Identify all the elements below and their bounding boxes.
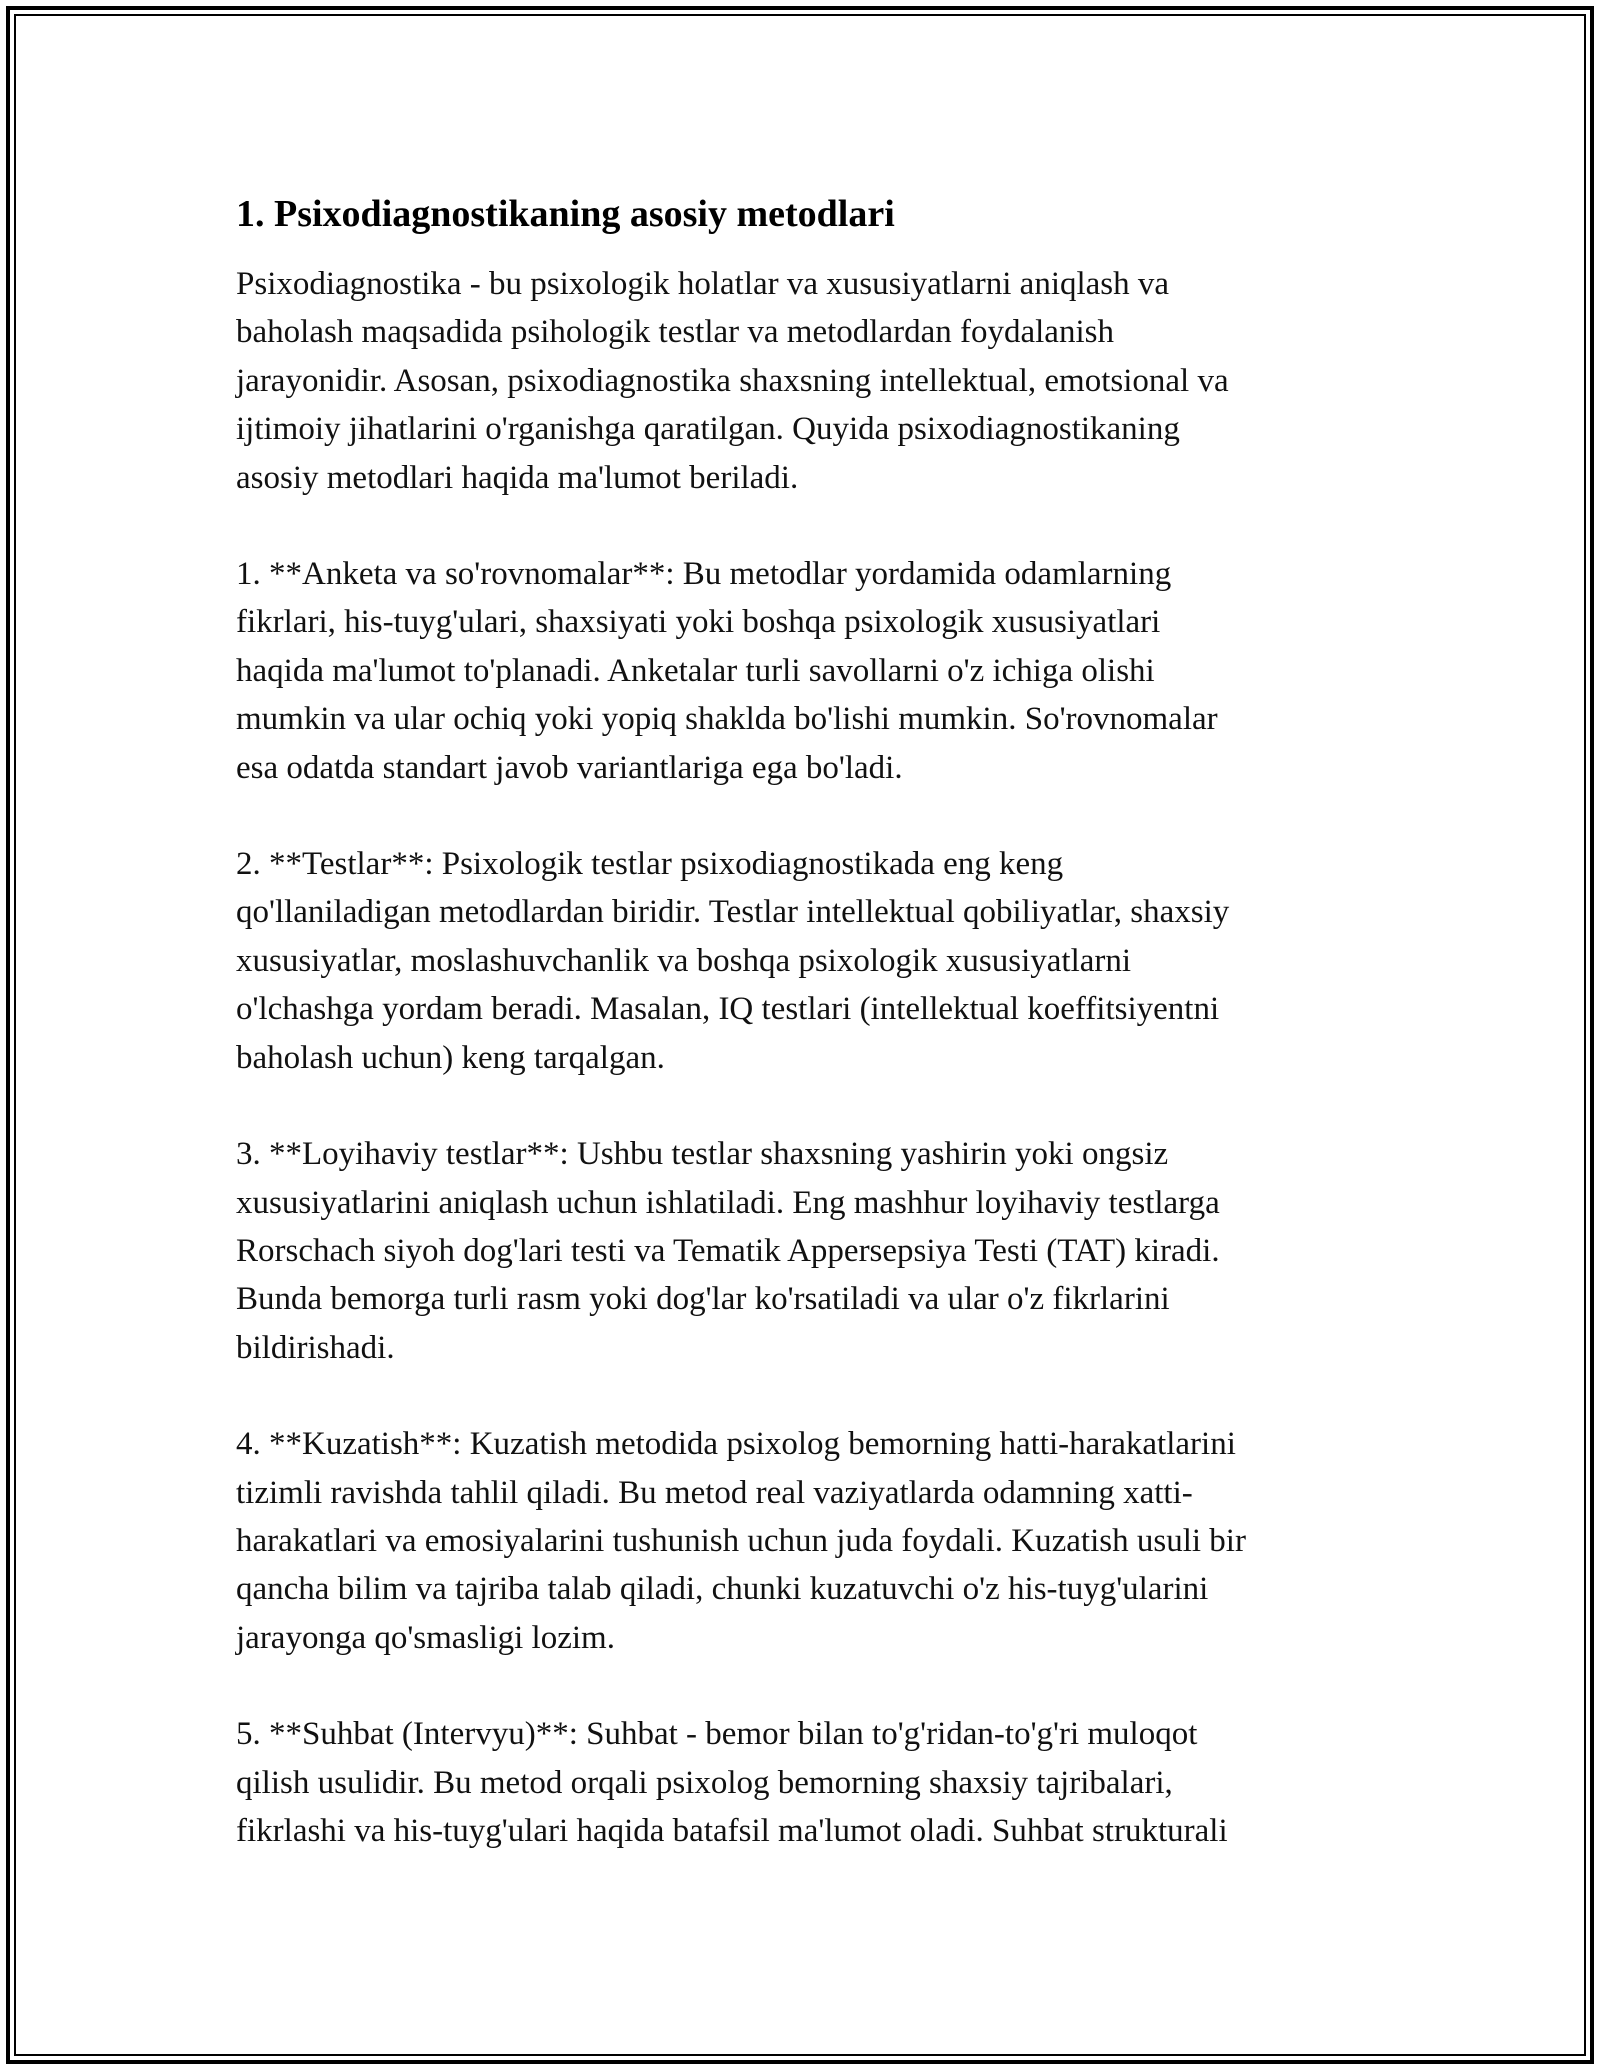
paragraph-suhbat: 5. **Suhbat (Intervyu)**: Suhbat - bemor bilan to'g'ridan-to'g'ri muloqot qilish usulidir. Bu metod orqali psixolog bemorning shaxsiy tajribalari, fikrlashi va his-tuyg'ulari haqida batafsil ma'lumot oladi. Suhbat strukturali [236, 1716, 1228, 1849]
document-title: 1. Psixodiagnostikaning asosiy metodlari [236, 193, 895, 235]
intro-paragraph: Psixodiagnostika - bu psixologik holatlar va xususiyatlarni aniqlash va baholash maqsadida psihologik testlar va metodlardan foydalanish jarayonidir. Asosan, psixodiagnostika shaxsning intellektual, emotsional va ijtimoiy jihatlarini o'rganishga qaratilgan. Quyida psixodiagnostikaning asosiy metodlari haqida ma'lumot beriladi. [236, 266, 1229, 496]
paragraph-anketa: 1. **Anketa va so'rovnomalar**: Bu metodlar yordamida odamlarning fikrlari, his-tuyg'ulari, shaxsiyati yoki boshqa psixologik xususiyatlari haqida ma'lumot to'planadi. Anketalar turli savollarni o'z ichiga olishi mumkin va ular ochiq yoki yopiq shaklda bo'lishi mumkin. So'rovnomalar esa odatda standart javob variantlariga ega bo'ladi. [236, 556, 1218, 786]
paragraph-testlar: 2. **Testlar**: Psixologik testlar psixodiagnostikada eng keng qo'llaniladigan metodlardan biridir. Testlar intellektual qobiliyatlar, shaxsiy xususiyatlar, moslashuvchanlik va boshqa psixologik xususiyatlarni o'lchashga yordam beradi. Masalan, IQ testlari (intellektual koeffitsiyentni baholash uchun) keng tarqalgan. [236, 846, 1230, 1076]
document-body [236, 190, 1376, 1903]
paragraph-kuzatish: 4. **Kuzatish**: Kuzatish metodida psixolog bemorning hatti-harakatlarini tizimli ravishda tahlil qiladi. Bu metod real vaziyatlarda odamning xatti- harakatlari va emosiyalarini tushunish uchun juda foydali. Kuzatish usuli bir qancha bilim va tajriba talab qiladi, chunki kuzatuvchi o'z his-tuyg'ularini jarayonga qo'smasligi lozim. [236, 1426, 1246, 1656]
paragraph-loyihaviy-testlar: 3. **Loyihaviy testlar**: Ushbu testlar shaxsning yashirin yoki ongsiz xususiyatlarini aniqlash uchun ishlatiladi. Eng mashhur loyihaviy testlarga Rorschach siyoh dog'lari testi va Tematik Appersepsiya Testi (TAT) kiradi. Bunda bemorga turli rasm yoki dog'lar ko'rsatiladi va ular o'z fikrlarini bildirishadi. [236, 1136, 1220, 1366]
